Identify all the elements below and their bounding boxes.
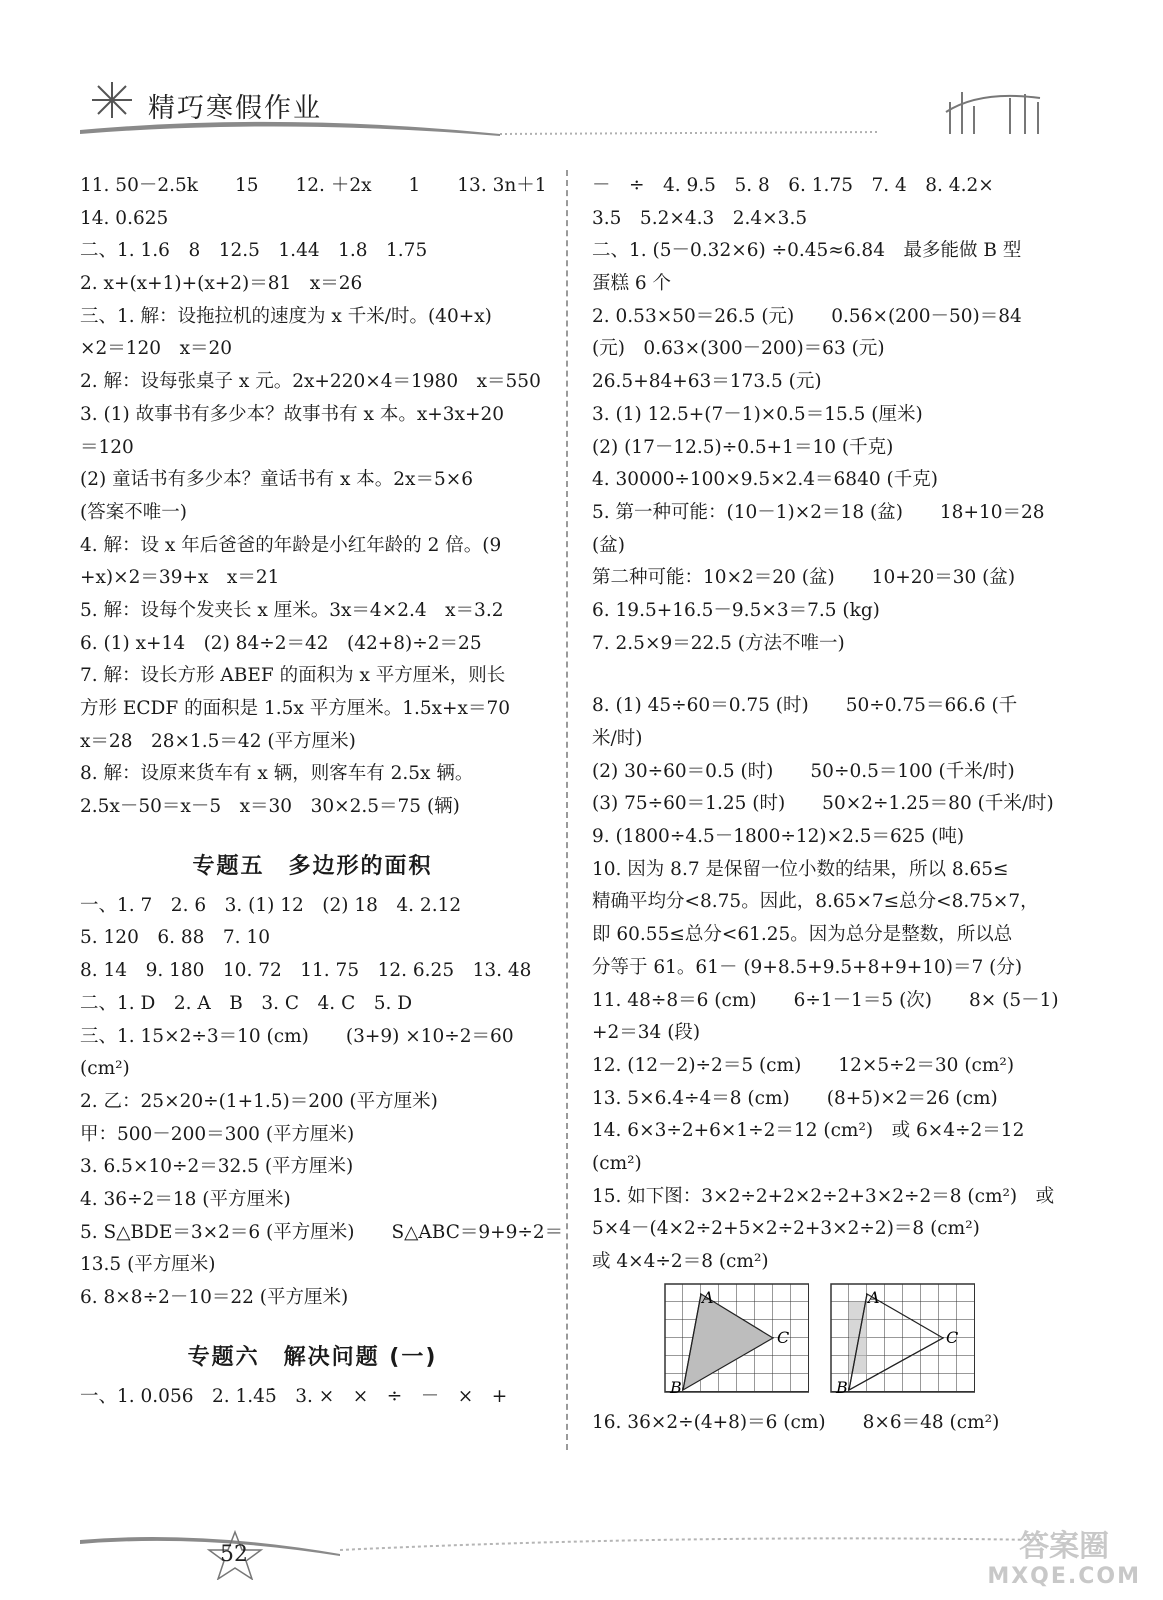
answer-line: 2. 乙：25×20÷(1+1.5)＝200 (平方厘米) <box>80 1090 438 1112</box>
section-title-6: 专题六 解决问题 (一) <box>187 1344 438 1370</box>
watermark-text: 答案圈 <box>1019 1529 1110 1564</box>
answer-line: 甲：500－200＝300 (平方厘米) <box>80 1123 355 1145</box>
answer-line: 6. (1) x+14 (2) 84÷2＝42 (42+8)÷2＝25 <box>80 632 482 654</box>
answer-line: (3) 75÷60＝1.25 (时) 50×2÷1.25＝80 (千米/时) <box>592 793 1054 815</box>
answer-line: 16. 36×2÷(4+8)＝6 (cm) 8×6＝48 (cm²) <box>592 1411 1000 1433</box>
answer-line: 5. S△BDE＝3×2＝6 (平方厘米) S△ABC＝9+9÷2＝ <box>80 1221 564 1243</box>
answer-line: 4. 36÷2＝18 (平方厘米) <box>80 1188 291 1210</box>
watermark-logo <box>987 1529 1141 1592</box>
answer-line: 8. 14 9. 180 10. 72 11. 75 12. 6.25 13. 48 <box>80 960 532 982</box>
answer-line: 8. 解：设原来货车有 x 辆，则客车有 2.5x 辆。 <box>80 763 474 785</box>
answer-line: 第二种可能：10×2＝20 (盆) 10+20＝30 (盆) <box>592 567 1016 589</box>
answer-line: 二、1. D 2. A B 3. C 4. C 5. D <box>80 992 413 1014</box>
answer-line: 3. 6.5×10÷2＝32.5 (平方厘米) <box>80 1156 354 1178</box>
answer-line: 8. (1) 45÷60＝0.75 (时) 50÷0.75＝66.6̇ (千 <box>592 695 1018 717</box>
answer-line: 三、1. 解：设拖拉机的速度为 x 千米/时。(40+x) <box>80 305 492 327</box>
answer-line: － ÷ 4. 9.5 5. 8 6. 1.75 7. 4 8. 4.2× <box>592 175 994 196</box>
answer-line: 二、1. 1.6 8 12.5 1.44 1.8 1.75 <box>80 240 428 262</box>
label-b: B <box>836 1377 848 1397</box>
answer-line: 26.5+84+63＝173.5 (元) <box>592 371 822 393</box>
answer-line: x＝28 28×1.5＝42 (平方厘米) <box>80 730 356 752</box>
answer-line: 方形 ECDF 的面积是 1.5x 平方厘米。1.5x+x＝70 <box>80 698 511 719</box>
right-column <box>592 170 1062 1439</box>
answer-line: (2) 童话书有多少本？童话书有 x 本。2x＝5×6 <box>80 469 474 491</box>
answer-line: 米/时) <box>592 728 643 749</box>
answer-line: +x)×2＝39+x x＝21 <box>80 567 280 589</box>
answer-line: 6. 19.5+16.5－9.5×3＝7.5 (kg) <box>592 599 880 621</box>
answer-line: 5×4－(4×2÷2+5×2÷2+3×2÷2)＝8 (cm²) <box>592 1218 980 1240</box>
answer-line: 6. 8×8÷2－10＝22 (平方厘米) <box>80 1287 349 1308</box>
grid-figure-2 <box>830 1283 975 1403</box>
spacer <box>592 660 1062 690</box>
answer-line: 10. 因为 8.7 是保留一位小数的结果，所以 8.65≤ <box>592 858 1009 880</box>
answer-line: 三、1. 15×2÷3＝10 (cm) (3+9) ×10÷2＝60 <box>80 1025 514 1047</box>
answer-line: 一、1. 0.056 2. 1.4̇5̇ 3. × × ÷ － × + <box>80 1385 508 1407</box>
answer-line: 2.5x－50＝x－5 x＝30 30×2.5＝75 (辆) <box>80 796 460 818</box>
label-c: C <box>777 1327 790 1347</box>
answer-line: ＝120 <box>80 436 134 458</box>
answer-line: 9. (1800÷4.5－1800÷12)×2.5＝625 (吨) <box>592 826 965 848</box>
label-a: A <box>868 1287 880 1307</box>
label-b: B <box>670 1377 682 1397</box>
label-a: A <box>702 1287 714 1307</box>
answer-line: 14. 0.625 <box>80 207 169 229</box>
answer-line: 2. 0.53×50＝26.5 (元) 0.56×(200－50)＝84 <box>592 305 1022 327</box>
answer-line: 12. (12－2)÷2＝5 (cm) 12×5÷2＝30 (cm²) <box>592 1054 1015 1076</box>
page-number: 52 <box>220 1542 248 1567</box>
answer-line: 或 4×4÷2＝8 (cm²) <box>592 1251 769 1272</box>
triangle-figures <box>592 1279 1062 1407</box>
answer-line: 2. x+(x+1)+(x+2)＝81 x＝26 <box>80 273 363 295</box>
header-title: 精巧寒假作业 <box>148 93 322 124</box>
answer-line: (cm²) <box>80 1058 130 1080</box>
answer-line: 二、1. (5－0.32×6) ÷0.45≈6.84 最多能做 B 型 <box>592 240 1022 262</box>
answer-line: 11. 48÷8＝6 (cm) 6÷1－1＝5 (次) 8× (5－1) <box>592 989 1059 1011</box>
answer-line: (cm²) <box>592 1152 642 1174</box>
answer-line: 5. 第一种可能：(10－1)×2＝18 (盆) 18+10＝28 <box>592 501 1045 523</box>
answer-line: 即 60.55≤总分<61.25。因为总分是整数，所以总 <box>592 924 1013 946</box>
answer-line: 5. 解：设每个发夹长 x 厘米。3x＝4×2.4 x＝3.2 <box>80 599 504 621</box>
watermark-url: MXQE.COM <box>987 1564 1141 1589</box>
answer-line: +2＝34 (段) <box>592 1022 701 1044</box>
answer-line: 7. 2.5×9＝22.5 (方法不唯一) <box>592 632 845 654</box>
answer-line: 14. 6×3÷2+6×1÷2＝12 (cm²) 或 6×4÷2＝12 <box>592 1120 1025 1142</box>
answer-line: 精确平均分<8.75。因此，8.65×7≤总分<8.75×7， <box>592 891 1039 913</box>
left-column <box>80 170 564 1413</box>
answer-line: 2. 解：设每张桌子 x 元。2x+220×4＝1980 x＝550 <box>80 371 541 393</box>
answer-line: (答案不唯一) <box>80 501 187 523</box>
answer-line: (2) 30÷60＝0.5 (时) 50÷0.5＝100 (千米/时) <box>592 760 1015 782</box>
column-divider <box>566 170 568 1450</box>
page-header <box>80 72 1080 142</box>
answer-line: 11. 50－2.5k 15 12. ＋2x 1 13. 3n＋1 <box>80 175 547 196</box>
answer-line: 13.5 (平方厘米) <box>80 1254 216 1276</box>
answer-line: 3.5 5.2×4.3 2.4×3.5 <box>592 207 808 229</box>
answer-line: 4. 解：设 x 年后爸爸的年龄是小红年龄的 2 倍。(9 <box>80 534 502 556</box>
section-title-5: 专题五 多边形的面积 <box>192 853 433 879</box>
answer-line: 蛋糕 6 个 <box>592 273 672 295</box>
answer-line: ×2＝120 x＝20 <box>80 338 233 360</box>
answer-line: (元) 0.63×(300－200)＝63 (元) <box>592 338 885 360</box>
answer-line: 一、1. 7 2. 6 3. (1) 12 (2) 18 4. 2.12 <box>80 894 462 916</box>
answer-line: 5. 120 6. 88 7. 10 <box>80 927 270 949</box>
page-footer <box>80 1520 1080 1580</box>
answer-line: 4. 30000÷100×9.5×2.4＝6840 (千克) <box>592 469 938 491</box>
grid-figure-1 <box>664 1283 809 1403</box>
answer-line: (2) (17－12.5)÷0.5+1＝10 (千克) <box>592 436 894 458</box>
answer-line: 3. (1) 12.5+(7－1)×0.5＝15.5 (厘米) <box>592 403 923 425</box>
answer-line: 3. (1) 故事书有多少本？故事书有 x 本。x+3x+20 <box>80 403 504 425</box>
label-c: C <box>946 1327 959 1347</box>
answer-line: 15. 如下图：3×2÷2+2×2÷2+3×2÷2＝8 (cm²) 或 <box>592 1185 1055 1207</box>
answer-line: 7. 解：设长方形 ABEF 的面积为 x 平方厘米，则长 <box>80 665 506 687</box>
answer-line: (盆) <box>592 534 625 556</box>
answer-line: 分等于 61。61－ (9+8.5+9.5+8+9+10)＝7 (分) <box>592 956 1023 978</box>
answer-line: 13. 5×6.4÷4＝8 (cm) (8+5)×2＝26 (cm) <box>592 1087 998 1109</box>
